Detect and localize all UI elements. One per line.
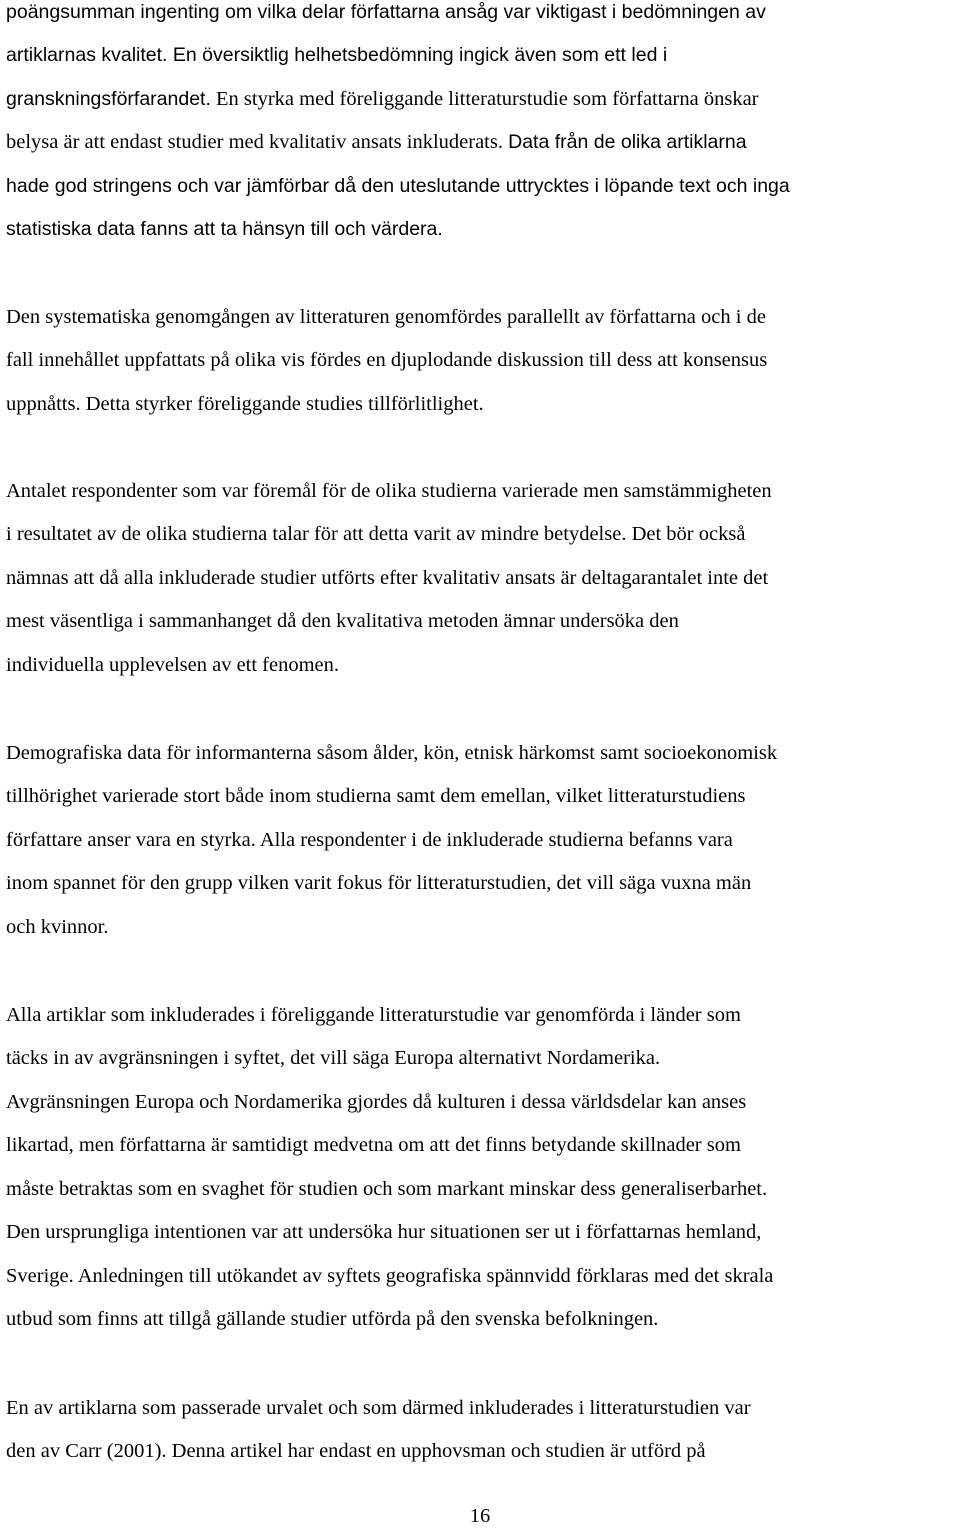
text-line: Den systematiska genomgången av litteraturen genomfördes parallellt av författarna och i de	[6, 306, 766, 328]
text-line: En av artiklarna som passerade urvalet och som därmed inkluderades i litteraturstudien var	[6, 1397, 751, 1419]
text-line: den av Carr (2001). Denna artikel har endast en upphovsman och studien är utförd på	[6, 1440, 706, 1462]
text-line: täcks in av avgränsningen i syftet, det vill säga Europa alternativt Nordamerika.	[6, 1047, 661, 1069]
text-line: artiklarnas kvalitet. En översiktlig helhetsbedömning ingick även som ett led i	[6, 44, 668, 66]
text-line: i resultatet av de olika studierna talar för att detta varit av mindre betydelse. Det bör också	[6, 523, 746, 545]
page-number: 16	[469, 1505, 491, 1527]
text-line: Demografiska data för informanterna såsom ålder, kön, etnisk härkomst samt socioekonomisk	[6, 742, 778, 764]
text-line: Alla artiklar som inkluderades i föreliggande litteraturstudie var genomförda i länder som	[6, 1004, 741, 1026]
text-line: Avgränsningen Europa och Nordamerika gjordes då kulturen i dessa världsdelar kan anses	[6, 1091, 747, 1113]
text-line: nämnas att då alla inkluderade studier utförts efter kvalitativ ansats är deltagarantalet inte det	[6, 567, 769, 589]
text-line: likartad, men författarna är samtidigt medvetna om att det finns betydande skillnader som	[6, 1134, 741, 1156]
text-segment-serif: En styrka med föreliggande litteraturstudie som författarna önskar	[210, 88, 759, 110]
text-line: Den ursprungliga intentionen var att undersöka hur situationen ser ut i författarnas hemland,	[6, 1221, 762, 1243]
text-line: inom spannet för den grupp vilken varit fokus för litteraturstudien, det vill säga vuxna män	[6, 872, 752, 894]
text-line	[6, 130, 747, 154]
text-line: och kvinnor.	[6, 916, 109, 938]
text-line: statistiska data fanns att ta hänsyn till och värdera.	[6, 218, 443, 240]
text-line: måste betraktas som en svaghet för studien och som markant minskar dess generaliserbarhet.	[6, 1178, 768, 1200]
text-segment-sans: Data från de olika artiklarna	[508, 131, 747, 153]
text-line	[6, 87, 759, 111]
text-line: Antalet respondenter som var föremål för de olika studierna varierade men samstämmigheten	[6, 480, 772, 502]
text-segment-sans: granskningsförfarandet.	[6, 88, 211, 110]
text-line: mest väsentliga i sammanhanget då den kvalitativa metoden ämnar undersöka den	[6, 610, 679, 632]
text-line: tillhörighet varierade stort både inom studierna samt dem emellan, vilket litteraturstudiens	[6, 785, 746, 807]
text-line: fall innehållet uppfattats på olika vis fördes en djuplodande diskussion till dess att konsensus	[6, 349, 768, 371]
text-line: utbud som finns att tillgå gällande studier utförda på den svenska befolkningen.	[6, 1308, 659, 1330]
text-line: Sverige. Anledningen till utökandet av syftets geografiska spännvidd förklaras med det skrala	[6, 1265, 774, 1287]
text-line: individuella upplevelsen av ett fenomen.	[6, 654, 340, 676]
text-line: författare anser vara en styrka. Alla respondenter i de inkluderade studierna befanns vara	[6, 829, 733, 851]
text-line: hade god stringens och var jämförbar då den uteslutande uttrycktes i löpande text och inga	[6, 175, 790, 197]
text-line: uppnåtts. Detta styrker föreliggande studies tillförlitlighet.	[6, 393, 484, 415]
text-segment-serif: belysa är att endast studier med kvalitativ ansats inkluderats.	[6, 131, 509, 153]
text-line: poängsumman ingenting om vilka delar författarna ansåg var viktigast i bedömningen av	[6, 1, 766, 23]
